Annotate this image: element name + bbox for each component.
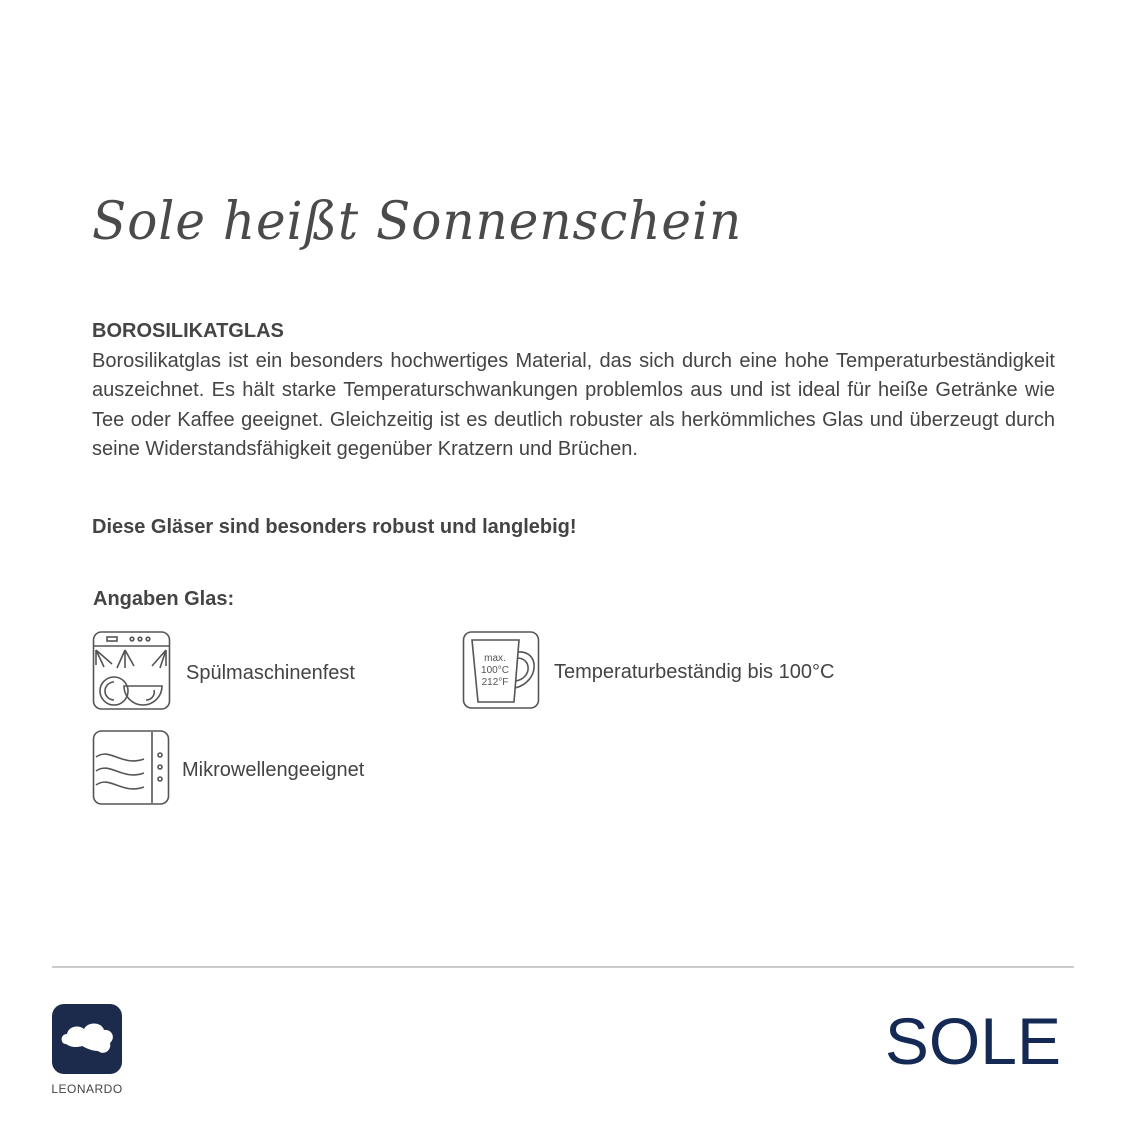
feature-microwave [92, 729, 364, 812]
description-paragraph: Borosilikatglas ist ein besonders hochwertiges Material, das sich durch eine hohe Temperaturbeständigkeit auszeichnet. Es hält starke Temperaturschwankungen problemlos aus und ist ideal für heiße Getränke wie Tee oder Kaffee geeignet. Gleichzeitig ist es deutlich robuster als herkömmliches Glas und überzeugt durch seine Widerstandsfähigkeit gegenüber Kratzern und Brüchen. [92, 350, 1055, 460]
svg-text:100°C: 100°C [481, 665, 509, 676]
svg-text:max.: max. [484, 653, 506, 664]
sole-wordmark: SOLE [884, 1004, 1061, 1078]
leonardo-wordmark: LEONARDO [51, 1082, 123, 1096]
dishwasher-icon [92, 630, 172, 717]
footer-divider [52, 966, 1074, 968]
feature-dishwasher [92, 630, 355, 717]
svg-text:212°F: 212°F [481, 677, 509, 688]
cloud-logo-icon [52, 1004, 122, 1074]
script-title: Sole heißt Sonnenschein [92, 190, 743, 252]
feature-label: Mikrowellengeeignet [182, 759, 365, 781]
temperature-mug-icon [462, 630, 540, 715]
feature-label: Temperaturbeständig bis 100°C [554, 661, 835, 683]
feature-temperature [462, 630, 834, 715]
microwave-icon [92, 729, 170, 812]
feature-label: Spülmaschinenfest [186, 662, 355, 684]
emphasis-line: Diese Gläser sind besonders robust und langlebig! [92, 516, 577, 538]
leonardo-logo [52, 1004, 122, 1096]
specs-subheading: Angaben Glas: [93, 588, 235, 610]
section-heading: BOROSILIKATGLAS [92, 320, 284, 342]
